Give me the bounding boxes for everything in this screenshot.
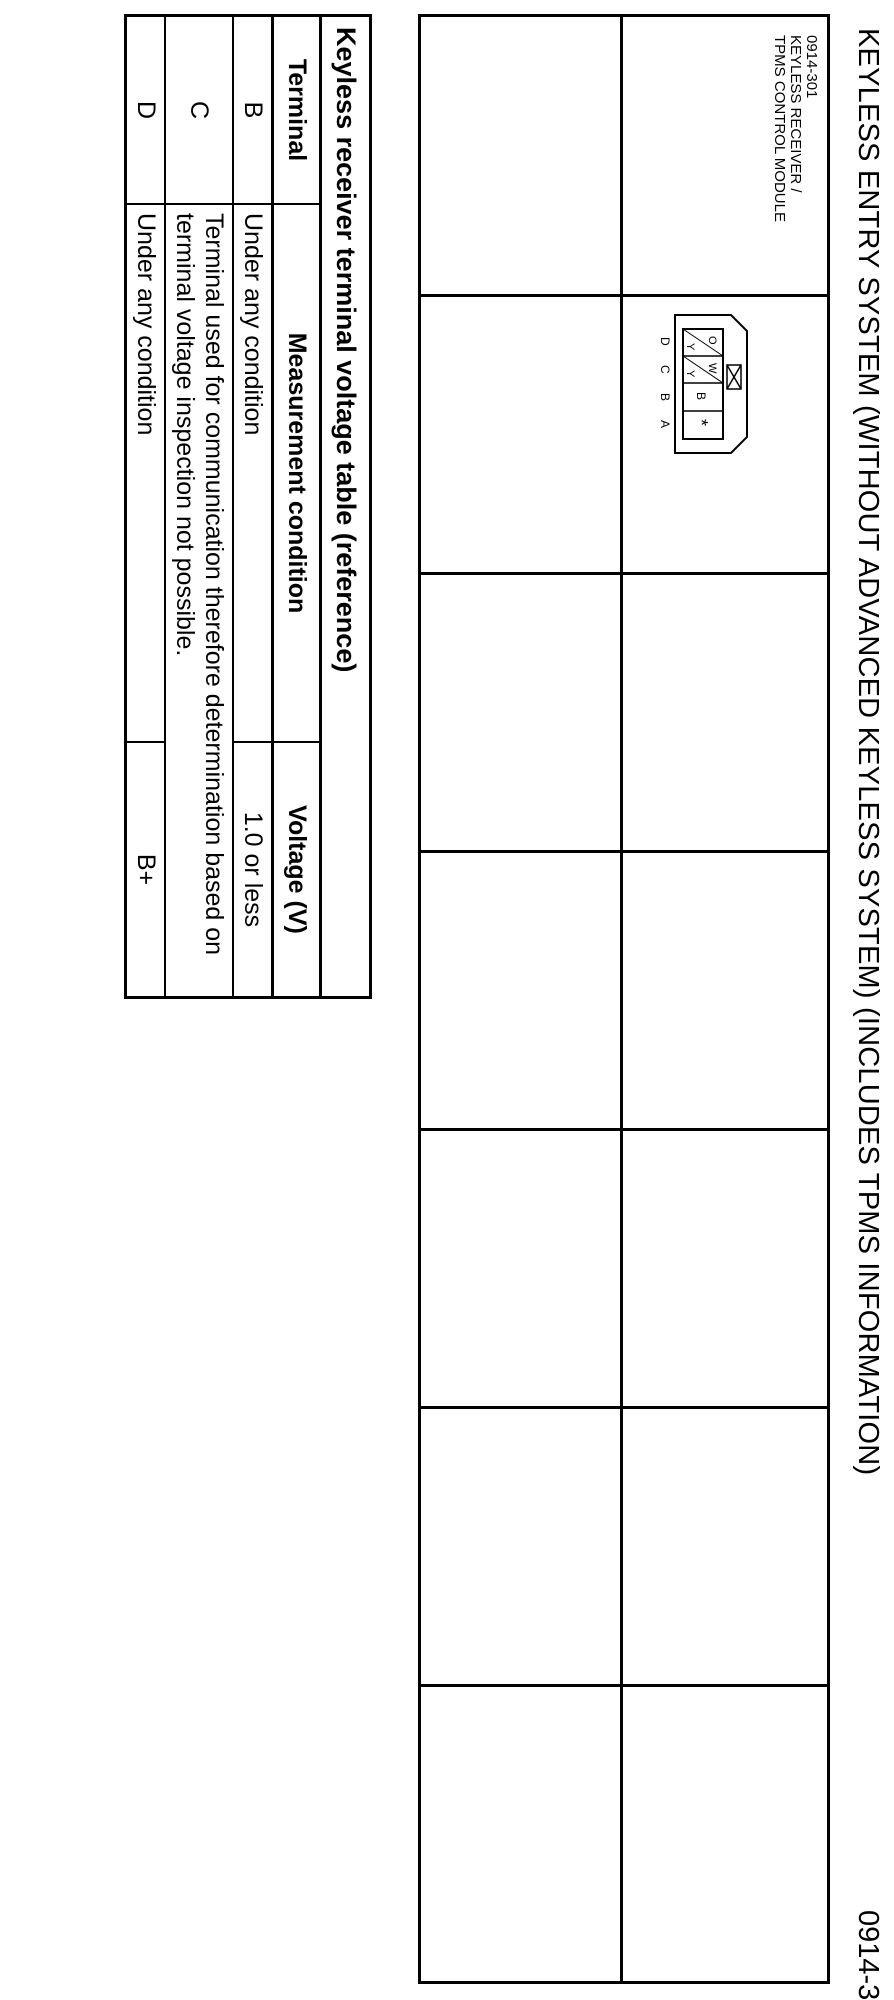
connector-diagram-grid — [418, 14, 830, 1984]
pin-d-label: D — [658, 337, 672, 346]
header-condition: Measurement condition — [273, 204, 321, 742]
grid-divider — [421, 1684, 827, 1687]
grid-divider — [620, 17, 623, 1981]
pin-b-label: B — [658, 393, 672, 402]
pin-d-wire-bottom: Y — [684, 343, 696, 351]
table-row — [126, 16, 166, 998]
connector-name-line2: TPMS CONTROL MODULE — [771, 35, 788, 222]
pin-b-wire-top: B — [694, 392, 708, 401]
terminal-voltage-table — [124, 14, 372, 999]
header-voltage: Voltage (V) — [273, 742, 321, 998]
row-condition: Under any condition — [126, 204, 166, 742]
grid-divider — [421, 294, 827, 297]
connector-face-diagram — [643, 307, 753, 457]
connector-name-line1: KEYLESS RECEIVER / — [787, 35, 804, 193]
row-terminal: B — [233, 16, 273, 205]
pin-a-label: A — [658, 420, 672, 429]
grid-divider — [421, 1128, 827, 1131]
row-terminal: D — [126, 16, 166, 205]
row-condition: Under any condition — [233, 204, 273, 742]
pin-d-wire-top: O — [706, 336, 718, 345]
page-number: 0914-3 — [852, 1910, 884, 2000]
row-voltage: B+ — [126, 742, 166, 998]
connector-label — [771, 35, 819, 222]
table-row — [165, 16, 233, 998]
table-header-row — [273, 16, 321, 998]
grid-divider — [421, 572, 827, 575]
grid-divider — [421, 1406, 827, 1409]
grid-divider — [421, 850, 827, 853]
row-terminal: C — [165, 16, 233, 205]
pin-c-wire-top: W — [706, 363, 718, 374]
table-caption: Keyless receiver terminal voltage table (reference) — [321, 16, 371, 998]
table-row — [233, 16, 273, 998]
page-title: KEYLESS ENTRY SYSTEM (WITHOUT ADVANCED KEYLESS SYSTEM) (INCLUDES TPMS INFORMATION) — [852, 28, 884, 1476]
pin-a-wire-top: * — [691, 419, 711, 427]
pin-c-wire-bottom: Y — [684, 370, 696, 378]
pin-c-label: C — [658, 365, 672, 374]
row-condition: Terminal used for communication therefore determination based on terminal voltage inspection not possible. — [165, 204, 233, 998]
header-terminal: Terminal — [273, 16, 321, 205]
row-voltage: 1.0 or less — [233, 742, 273, 998]
connector-id: 0914-301 — [803, 35, 820, 99]
